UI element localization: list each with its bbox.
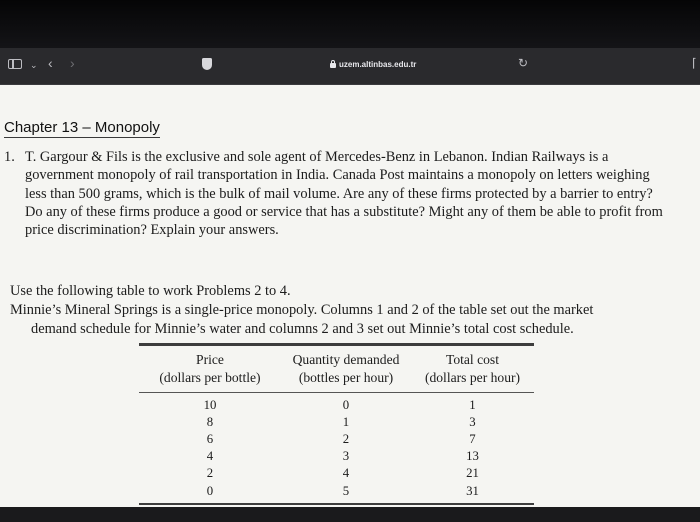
table-row bbox=[139, 397, 534, 414]
sidebar-icon[interactable] bbox=[8, 59, 22, 69]
document-page bbox=[0, 85, 700, 507]
question-number: 1. bbox=[4, 149, 15, 165]
header-quantity-title: Quantity demanded bbox=[292, 351, 400, 367]
header-price-title: Price bbox=[196, 351, 224, 367]
cell-quantity: 3 bbox=[342, 449, 350, 464]
table-row bbox=[139, 431, 534, 448]
table-row bbox=[139, 465, 534, 482]
cell-quantity: 0 bbox=[342, 397, 350, 412]
device-bezel-top bbox=[0, 0, 700, 48]
cell-total-cost: 31 bbox=[466, 483, 479, 498]
cell-quantity: 5 bbox=[342, 483, 350, 498]
address-bar[interactable] bbox=[330, 57, 416, 71]
cell-total-cost: 21 bbox=[466, 466, 479, 481]
header-total-cost-unit: (dollars per hour) bbox=[424, 369, 521, 385]
cell-total-cost: 1 bbox=[469, 397, 476, 412]
cell-price: 6 bbox=[206, 431, 214, 446]
problem-intro bbox=[10, 282, 670, 339]
header-total-cost-title: Total cost bbox=[445, 351, 500, 367]
cell-total-cost: 13 bbox=[466, 449, 479, 464]
table-row bbox=[139, 483, 534, 500]
cell-price: 10 bbox=[203, 397, 217, 412]
back-icon[interactable]: ‹ bbox=[48, 55, 53, 71]
table-bottom-rule bbox=[139, 503, 534, 506]
cell-quantity: 2 bbox=[342, 431, 350, 446]
header-price-unit: (dollars per bottle) bbox=[159, 369, 261, 385]
cell-quantity: 1 bbox=[342, 414, 350, 429]
cell-price: 8 bbox=[206, 414, 214, 429]
table-row bbox=[139, 448, 534, 465]
table-row bbox=[139, 414, 534, 431]
intro-line-3: demand schedule for Minnie’s water and columns 2 and 3 set out Minnie’s total cost schedule. bbox=[31, 321, 574, 337]
window-edge-icon: ⌈ bbox=[692, 56, 697, 70]
header-price bbox=[139, 351, 281, 387]
cell-price: 2 bbox=[206, 466, 214, 481]
cell-total-cost: 7 bbox=[469, 431, 476, 446]
data-table bbox=[139, 343, 534, 505]
cell-quantity: 4 bbox=[342, 466, 350, 481]
question-text: T. Gargour & Fils is the exclusive and sole agent of Mercedes-Benz in Lebanon. Indian Railways is a government monopoly of rail transportation in India. Canada Post maintains a monopoly on letters weighing less than 500 grams, which is the bulk of mail volume. Are any of these firms protected by a barrier to entry? Do any of these firms produce a good or service that has a substitute? Might any of them be able to profit from price discrimination? Explain your answers. bbox=[25, 149, 663, 239]
url-text: uzem.altinbas.edu.tr bbox=[339, 59, 417, 69]
forward-icon[interactable]: › bbox=[70, 55, 75, 71]
chevron-down-icon[interactable]: ⌄ bbox=[30, 60, 38, 70]
device-bezel-bottom bbox=[0, 507, 700, 522]
lock-icon bbox=[330, 63, 336, 68]
cell-total-cost: 3 bbox=[469, 414, 476, 429]
header-quantity bbox=[281, 351, 411, 387]
cell-price: 4 bbox=[206, 449, 214, 464]
cell-price: 0 bbox=[206, 483, 214, 498]
intro-line-1: Use the following table to work Problems 2 to 4. bbox=[10, 283, 291, 299]
table-body bbox=[139, 393, 534, 500]
chapter-title: Chapter 13 – Monopoly bbox=[4, 119, 160, 136]
question-1 bbox=[4, 148, 664, 239]
header-quantity-unit: (bottles per hour) bbox=[298, 369, 394, 385]
reload-icon[interactable]: ↻ bbox=[518, 56, 529, 70]
shield-icon[interactable] bbox=[202, 58, 212, 70]
intro-line-2: Minnie’s Mineral Springs is a single-price monopoly. Columns 1 and 2 of the table set out the market bbox=[10, 302, 594, 318]
table-header bbox=[139, 346, 534, 387]
header-total-cost bbox=[411, 351, 534, 387]
